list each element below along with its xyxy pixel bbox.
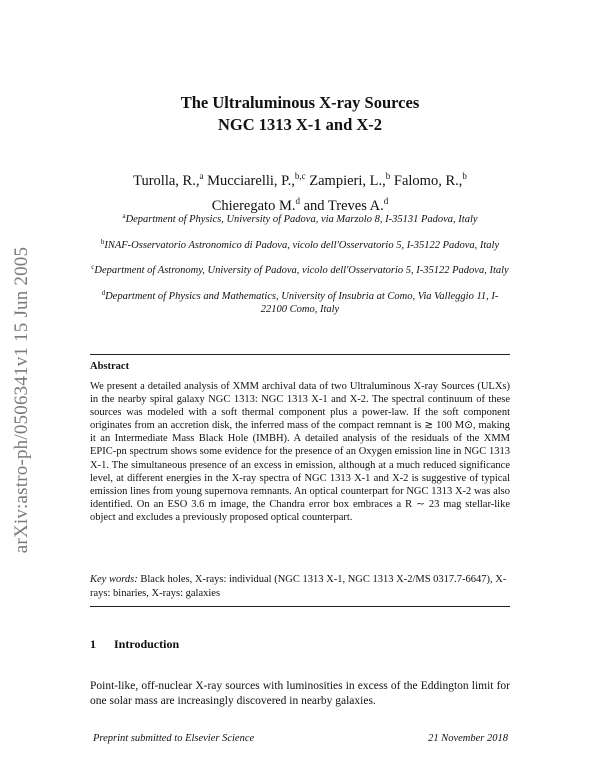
affiliation-text: Department of Astronomy, University of Padova, vicolo dell'Osservatorio 5, I-35122 Padova, Italy	[94, 265, 509, 276]
author-affil-mark: b,c	[294, 171, 306, 181]
author-name: Turolla, R.,	[133, 173, 200, 189]
author-affil-mark: b	[385, 171, 391, 181]
affiliation-text: INAF-Osservatorio Astronomico di Padova, vicolo dell'Osservatorio 5, I-35122 Padova, Italy	[104, 239, 500, 251]
affiliation-text: Department of Physics, University of Padova, via Marzolo 8, I-35131 Padova, Italy	[125, 214, 478, 225]
abstract-heading: Abstract	[90, 361, 130, 372]
author-affil-mark: b	[462, 171, 467, 181]
arxiv-stamp: arXiv:astro-ph/0506341v1 15 Jun 2005	[11, 246, 32, 554]
author-name: Mucciarelli, P.,	[207, 173, 295, 189]
keywords-label: Key words:	[90, 574, 138, 585]
affiliation	[90, 236, 510, 253]
affiliation	[90, 210, 510, 227]
abstract-bottom-rule	[90, 606, 510, 607]
author-name: Falomo, R.,	[393, 173, 463, 189]
affiliation-mark: d	[101, 288, 106, 297]
author-affil-mark: d	[295, 196, 300, 206]
affiliation	[90, 261, 510, 278]
author-list	[0, 166, 600, 216]
section-heading	[90, 637, 179, 652]
keywords-text: Black holes, X-rays: individual (NGC 1313 X-1, NGC 1313 X-2/MS 0317.7-6647), X-rays: binaries, X-rays: galaxies	[90, 574, 507, 599]
section-number: 1	[90, 637, 96, 651]
affiliation-mark: b	[100, 237, 105, 246]
abstract-text: We present a detailed analysis of XMM archival data of two Ultraluminous X-ray Sources (ULXs) in the nearby spiral galaxy NGC 1313: NGC 1313 X-1 and X-2. The spectral continuum of these sources was modeled with a soft thermal component plus a power-law. If the soft component originates from an accretion disk, the inferred mass of the compact remnant is ≳ 100 M⊙, making it an Intermediate Mass Black Hole (IMBH). A detailed analysis of the residuals of the XMM EPIC-pn spectrum shows some evidence for the presence of an Oxygen emission line in NGC 1313 X-1. The simultaneous presence of an excess in emission, although at a much reduced significance level, at different energies in the X-ray spectra of NGC 1313 X-1 and X-2 is suggestive of typical emission lines from young supernova remnants. An optical counterpart for NGC 1313 X-2 was also identified. On an ESO 3.6 m image, the Chandra error box embraces a R ∼ 23 mag stellar-like object and excludes a previously proposed optical counterpart.	[90, 381, 510, 523]
author-affil-mark: a	[199, 171, 204, 181]
keywords	[90, 573, 510, 600]
author-name: and Treves A.	[303, 198, 384, 214]
affiliation-mark: a	[122, 212, 126, 220]
affiliation-mark: c	[91, 263, 95, 271]
author-name: Chieregato M.	[211, 198, 296, 214]
affiliation	[90, 287, 510, 317]
title-line-2: NGC 1313 X-1 and X-2	[217, 115, 383, 134]
footer-date: 21 November 2018	[428, 733, 508, 744]
affiliations	[90, 210, 510, 326]
affiliation-text: Department of Physics and Mathematics, University of Insubria at Como, Via Valleggio 11, I-22100 Como, Italy	[105, 290, 499, 315]
title-line-1: The Ultraluminous X-ray Sources	[180, 93, 420, 112]
author-name: Zampieri, L.,	[309, 173, 386, 189]
intro-paragraph: Point-like, off-nuclear X-ray sources with luminosities in excess of the Eddington limit for one solar mass are increasingly discovered in nearby galaxies.	[90, 680, 510, 707]
paper-title	[0, 92, 600, 136]
author-affil-mark: d	[383, 196, 389, 206]
section-title: Introduction	[114, 637, 180, 651]
abstract-top-rule	[90, 354, 510, 355]
author-line-1	[0, 166, 600, 191]
footer-preprint-note: Preprint submitted to Elsevier Science	[93, 733, 255, 744]
